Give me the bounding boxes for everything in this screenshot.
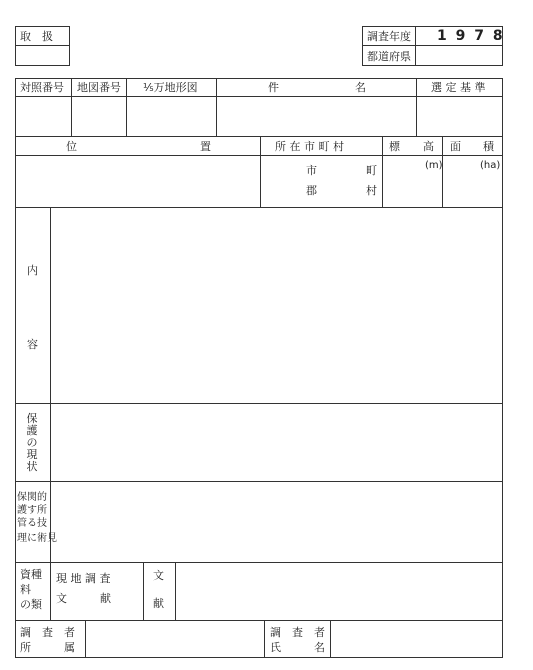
item-name-label-1: 件 <box>268 81 279 94</box>
item-name-label-2: 名 <box>355 81 366 94</box>
rule-h2 <box>15 136 503 137</box>
town-label: 町 <box>366 164 377 177</box>
survey-year-value: 1 9 7 8 <box>437 28 505 44</box>
area-unit: (ha) <box>480 160 501 171</box>
rule-h5 <box>15 403 503 404</box>
mgmt-label-line3: 管る技 <box>17 518 47 529</box>
rule-h7 <box>15 562 503 563</box>
survey-year-divider-h <box>362 45 503 46</box>
municipality-label: 所 在 市 町 村 <box>275 140 344 153</box>
affiliation-label: 所 属 <box>20 641 75 654</box>
rule-v-foot-a <box>85 620 86 658</box>
rule-v-row2-b <box>382 136 383 207</box>
field-survey-label: 現 地 調 査 <box>56 572 111 585</box>
rule-h3 <box>15 155 503 156</box>
city-label: 市 <box>306 164 317 177</box>
handling-divider <box>15 45 70 46</box>
village-label: 村 <box>366 184 377 197</box>
materials-label-1: 資種 <box>20 568 42 581</box>
materials-label-3: の類 <box>20 598 42 611</box>
rule-v-foot-c <box>330 620 331 658</box>
elevation-label-1: 標 <box>389 140 400 153</box>
literature-left-label: 文 献 <box>56 592 111 605</box>
survey-year-label: 調査年度 <box>367 30 411 43</box>
elevation-unit: (m) <box>425 160 443 171</box>
rule-h6 <box>15 481 503 482</box>
protection-status-label: 保護の現状 <box>26 412 38 473</box>
literature-label-1: 文 <box>153 569 164 582</box>
rule-v-row1-c <box>216 78 217 136</box>
topo-map-label: ⅕万地形図 <box>143 81 198 94</box>
rule-v-foot-b <box>264 620 265 658</box>
name-label: 氏 名 <box>270 641 325 654</box>
materials-label-2: 料 <box>20 583 31 596</box>
ref-no-label: 対照番号 <box>20 81 64 94</box>
position-label-1: 位 <box>66 140 77 153</box>
district-label: 郡 <box>306 184 317 197</box>
handling-label: 取 扱 <box>20 30 53 43</box>
rule-v-mat-a <box>143 562 144 620</box>
area-label-2: 積 <box>483 140 494 153</box>
map-no-label: 地図番号 <box>77 81 121 94</box>
rule-v-row1-a <box>71 78 72 136</box>
content-label-2: 容 <box>27 338 38 351</box>
mgmt-label-line1: 保関的 <box>17 492 47 503</box>
rule-v-mat-b <box>175 562 176 620</box>
area-label-1: 面 <box>450 140 461 153</box>
investigator-label-1: 調 査 者 <box>20 626 75 639</box>
investigator-label-2: 調 査 者 <box>270 626 325 639</box>
rule-v-row2-a <box>260 136 261 207</box>
rule-v-label-col <box>50 207 51 620</box>
prefecture-label: 都道府県 <box>367 50 411 63</box>
survey-year-divider-v <box>415 26 416 66</box>
rule-v-row1-d <box>416 78 417 136</box>
mgmt-label-line2: 護す所 <box>17 505 47 516</box>
rule-h1 <box>15 96 503 97</box>
rule-v-row1-b <box>126 78 127 136</box>
content-label-1: 内 <box>27 264 38 277</box>
selection-criteria-label: 選 定 基 準 <box>431 81 486 94</box>
mgmt-label-line4: 理に術見 <box>17 533 57 544</box>
position-label-2: 置 <box>200 140 211 153</box>
elevation-label-2: 高 <box>423 140 434 153</box>
rule-h8 <box>15 620 503 621</box>
rule-h4 <box>15 207 503 208</box>
literature-label-2: 献 <box>153 597 164 610</box>
